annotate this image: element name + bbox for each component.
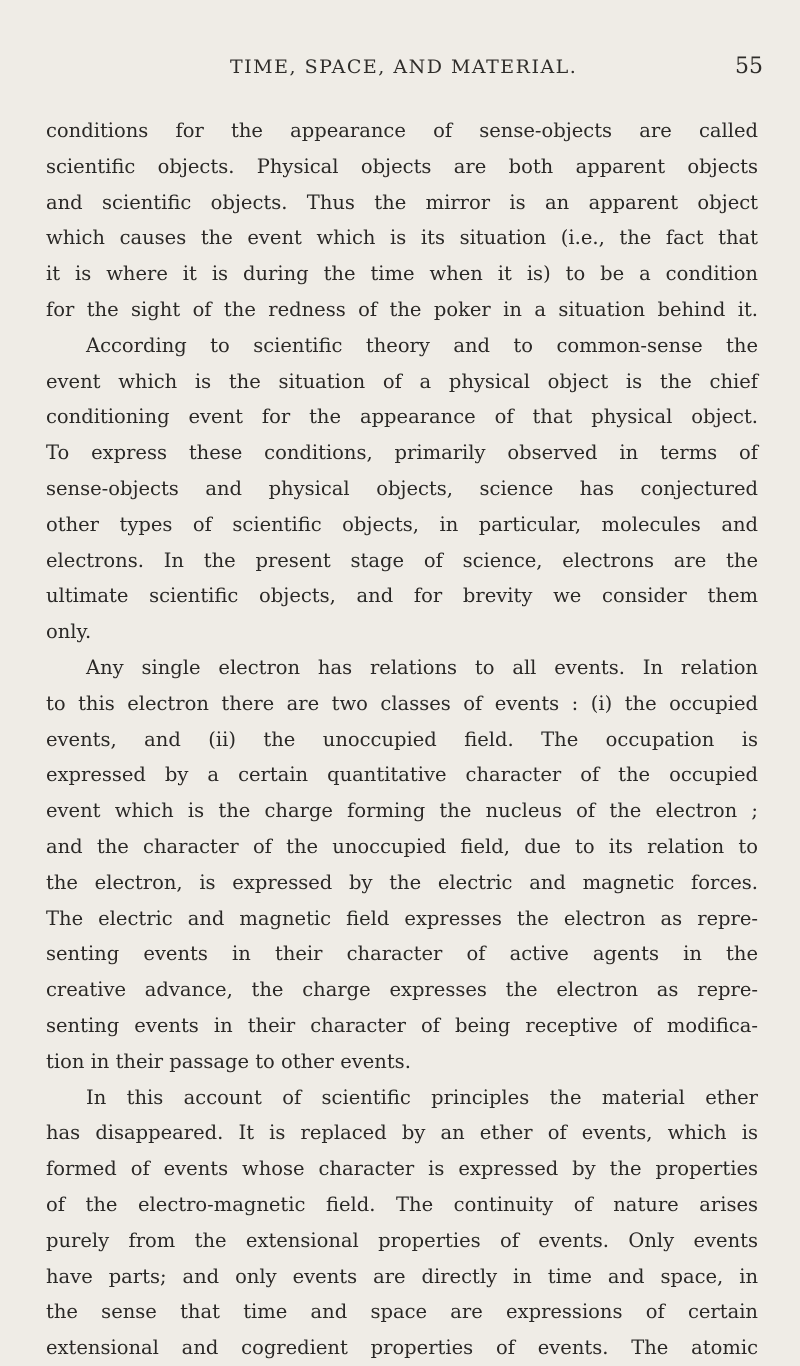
body-text bbox=[46, 113, 758, 1366]
text-line: the sense that time and space are expressions of certain bbox=[46, 1300, 758, 1324]
running-head: TIME, SPACE, AND MATERIAL. bbox=[230, 56, 578, 78]
text-line: purely from the extensional properties of events. Only events bbox=[46, 1228, 758, 1252]
text-line: scientific objects. Physical objects are both apparent objects bbox=[46, 154, 758, 178]
text-line: of the electro-magnetic field. The continuity of nature arises bbox=[46, 1192, 758, 1216]
text-line: other types of scientific objects, in particular, molecules and bbox=[46, 512, 758, 536]
text-line: only. bbox=[46, 620, 92, 644]
text-line: for the sight of the redness of the poker in a situation behind it. bbox=[46, 297, 758, 321]
text-line: Any single electron has relations to all events. In relation bbox=[86, 655, 758, 679]
text-line: extensional and cogredient properties of events. The atomic bbox=[46, 1336, 758, 1360]
text-line: has disappeared. It is replaced by an ether of events, which is bbox=[46, 1121, 758, 1145]
text-line: event which is the charge forming the nucleus of the electron ; bbox=[46, 799, 758, 823]
text-line: event which is the situation of a physical object is the chief bbox=[46, 369, 758, 393]
text-line: creative advance, the charge expresses the electron as repre- bbox=[46, 978, 758, 1002]
text-line: To express these conditions, primarily observed in terms of bbox=[46, 441, 758, 465]
text-line: which causes the event which is its situation (i.e., the fact that bbox=[46, 226, 758, 250]
text-line: to this electron there are two classes of events : (i) the occupied bbox=[46, 691, 758, 715]
text-line: ultimate scientific objects, and for brevity we consider them bbox=[46, 584, 758, 608]
text-line: it is where it is during the time when it is) to be a condition bbox=[46, 262, 758, 286]
text-line: According to scientific theory and to common-sense the bbox=[86, 333, 758, 357]
text-line: The electric and magnetic field expresses the electron as repre- bbox=[46, 906, 758, 930]
text-line: and scientific objects. Thus the mirror is an apparent object bbox=[46, 190, 758, 214]
text-line: tion in their passage to other events. bbox=[46, 1049, 411, 1073]
page-number: 55 bbox=[735, 54, 763, 79]
text-line: conditions for the appearance of sense-objects are called bbox=[46, 119, 758, 142]
text-line: have parts; and only events are directly in time and space, in bbox=[46, 1264, 758, 1288]
text-line: senting events in their character of active agents in the bbox=[46, 942, 758, 966]
text-line: electrons. In the present stage of science, electrons are the bbox=[46, 548, 758, 572]
text-line: and the character of the unoccupied field, due to its relation to bbox=[46, 834, 758, 858]
text-line: sense-objects and physical objects, science has conjectured bbox=[46, 476, 758, 500]
text-line: conditioning event for the appearance of that physical object. bbox=[46, 405, 758, 429]
text-line: the electron, is expressed by the electric and magnetic forces. bbox=[46, 870, 758, 894]
text-line: expressed by a certain quantitative character of the occupied bbox=[46, 763, 758, 787]
text-line: formed of events whose character is expressed by the properties bbox=[46, 1157, 758, 1181]
text-line: events, and (ii) the unoccupied field. The occupation is bbox=[46, 727, 758, 751]
text-line: senting events in their character of being receptive of modifica- bbox=[46, 1013, 758, 1037]
text-line: In this account of scientific principles the material ether bbox=[86, 1085, 758, 1109]
